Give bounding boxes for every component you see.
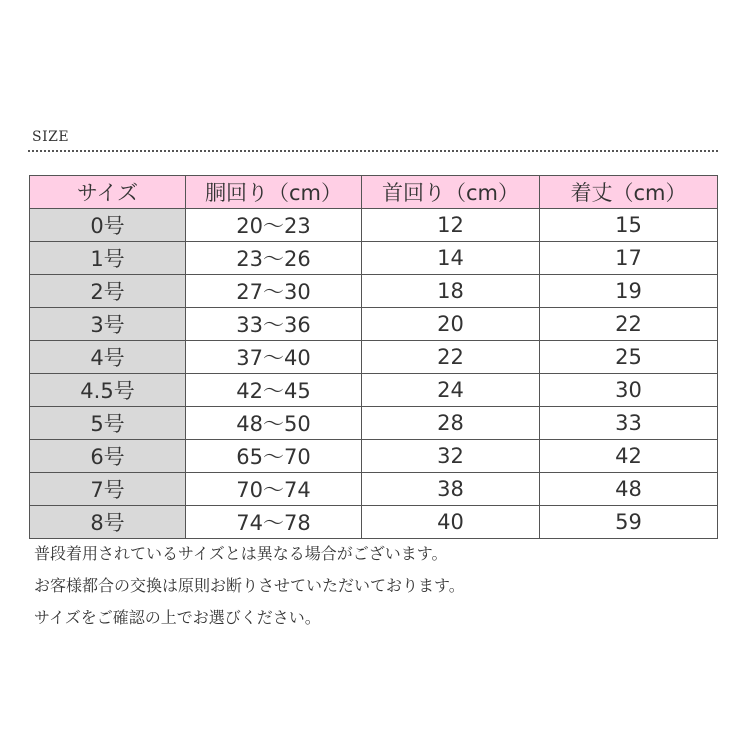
neck-cell: 40: [362, 506, 540, 539]
waist-cell: 65〜70: [186, 440, 362, 473]
table-row: [30, 440, 718, 473]
length-cell: 42: [540, 440, 718, 473]
header-waist: 胴回り（cm）: [186, 176, 362, 209]
header-neck: 首回り（cm）: [362, 176, 540, 209]
length-cell: 48: [540, 473, 718, 506]
neck-cell: 38: [362, 473, 540, 506]
size-cell: 1号: [30, 242, 186, 275]
table-row: [30, 407, 718, 440]
table-row: [30, 341, 718, 374]
size-cell: 7号: [30, 473, 186, 506]
table-row: [30, 242, 718, 275]
length-cell: 30: [540, 374, 718, 407]
size-cell: 8号: [30, 506, 186, 539]
waist-cell: 23〜26: [186, 242, 362, 275]
neck-cell: 20: [362, 308, 540, 341]
header-size: サイズ: [30, 176, 186, 209]
length-cell: 33: [540, 407, 718, 440]
neck-cell: 24: [362, 374, 540, 407]
size-cell: 4号: [30, 341, 186, 374]
size-cell: 3号: [30, 308, 186, 341]
length-cell: 25: [540, 341, 718, 374]
table-row: [30, 374, 718, 407]
note-line: サイズをご確認の上でお選びください。: [34, 608, 321, 627]
length-cell: 17: [540, 242, 718, 275]
waist-cell: 48〜50: [186, 407, 362, 440]
table-row: [30, 506, 718, 539]
size-cell: 5号: [30, 407, 186, 440]
neck-cell: 12: [362, 209, 540, 242]
table-row: [30, 473, 718, 506]
waist-cell: 74〜78: [186, 506, 362, 539]
waist-cell: 42〜45: [186, 374, 362, 407]
table-row: [30, 209, 718, 242]
size-cell: 2号: [30, 275, 186, 308]
waist-cell: 37〜40: [186, 341, 362, 374]
neck-cell: 14: [362, 242, 540, 275]
size-cell: 0号: [30, 209, 186, 242]
neck-cell: 28: [362, 407, 540, 440]
length-cell: 59: [540, 506, 718, 539]
neck-cell: 32: [362, 440, 540, 473]
size-cell: 6号: [30, 440, 186, 473]
size-cell: 4.5号: [30, 374, 186, 407]
dotted-divider: [28, 150, 718, 152]
table-row: [30, 275, 718, 308]
neck-cell: 18: [362, 275, 540, 308]
length-cell: 19: [540, 275, 718, 308]
size-chart-table: [29, 175, 718, 539]
section-title: SIZE: [32, 129, 70, 145]
note-line: お客様都合の交換は原則お断りさせていただいております。: [34, 576, 465, 595]
header-length: 着丈（cm）: [540, 176, 718, 209]
waist-cell: 70〜74: [186, 473, 362, 506]
waist-cell: 20〜23: [186, 209, 362, 242]
length-cell: 22: [540, 308, 718, 341]
table-header-row: [30, 176, 718, 209]
length-cell: 15: [540, 209, 718, 242]
table-row: [30, 308, 718, 341]
neck-cell: 22: [362, 341, 540, 374]
waist-cell: 33〜36: [186, 308, 362, 341]
notes-block: [34, 542, 465, 638]
note-line: 普段着用されているサイズとは異なる場合がございます。: [34, 544, 448, 563]
waist-cell: 27〜30: [186, 275, 362, 308]
